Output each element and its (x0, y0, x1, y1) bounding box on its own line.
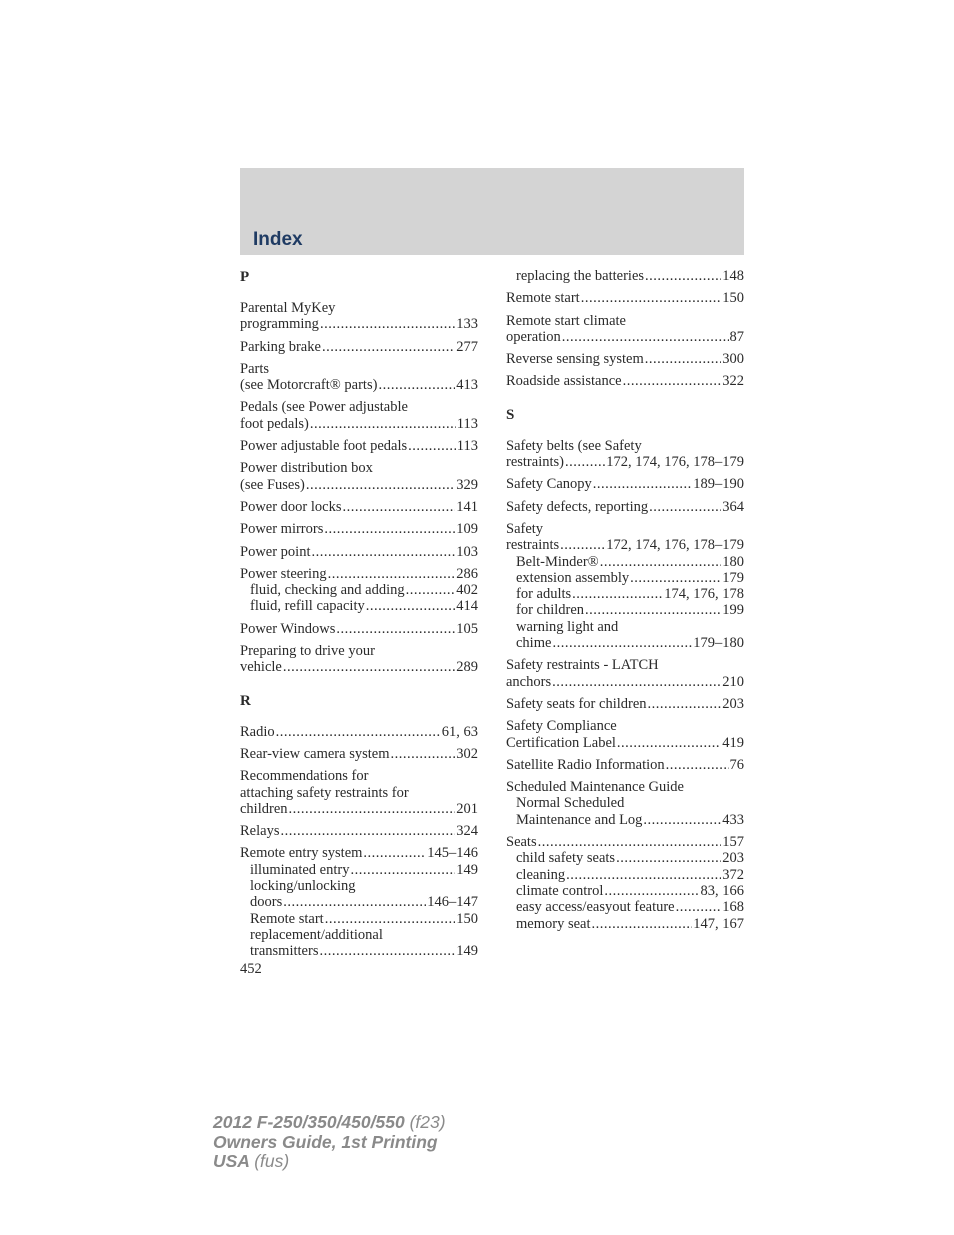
dot-leader (366, 598, 456, 614)
index-entry (506, 268, 744, 284)
index-entry-line (506, 476, 744, 492)
dot-leader (310, 416, 456, 432)
dot-leader (666, 757, 729, 773)
index-subentry-line (506, 883, 744, 899)
entry-page-ref: 174, 176, 178 (664, 586, 744, 603)
dot-leader (581, 290, 722, 306)
dot-leader (648, 696, 722, 712)
index-entry (506, 499, 744, 515)
index-subentry-line (506, 635, 744, 651)
entry-text: Remote start climate (506, 312, 626, 329)
entry-page-ref: 289 (456, 659, 478, 676)
entry-page-ref: 147, 167 (693, 915, 744, 932)
entry-text: extension assembly (516, 569, 630, 586)
entry-text: Preparing to drive your (240, 643, 375, 660)
entry-page-ref: 76 (729, 756, 744, 773)
dot-leader (319, 943, 455, 959)
entry-page-ref: 150 (456, 910, 478, 927)
index-column-right (506, 268, 744, 932)
page-number: 452 (240, 961, 262, 977)
entry-text: Rear-view camera system (240, 745, 390, 762)
entry-page-ref: 433 (722, 811, 744, 828)
dot-leader (324, 521, 455, 537)
entry-text: Power mirrors (240, 521, 324, 538)
index-entry-line (240, 316, 478, 332)
entry-page-ref: 172, 174, 176, 178–179 (606, 454, 744, 471)
entry-page-ref: 329 (456, 476, 478, 493)
dot-leader (562, 329, 729, 345)
entry-text: programming (240, 316, 319, 333)
entry-text: Safety Canopy (506, 476, 592, 493)
dot-leader (280, 823, 455, 839)
index-entry (240, 521, 478, 537)
index-entry-line (506, 779, 744, 795)
entry-text: Safety belts (see Safety (506, 437, 642, 454)
entry-text: Power Windows (240, 620, 336, 637)
footer-market-code: (fus) (254, 1151, 290, 1171)
entry-text: Safety Compliance (506, 718, 617, 735)
entry-text: Reverse sensing system (506, 351, 644, 368)
entry-page-ref: 109 (456, 521, 478, 538)
entry-page-ref: 146–147 (427, 894, 478, 911)
index-entry-line (506, 521, 744, 537)
index-entry (506, 657, 744, 690)
entry-text: Remote entry system (240, 845, 363, 862)
index-subentry-line (240, 582, 478, 598)
index-entry-line (506, 718, 744, 734)
index-header-band (240, 168, 744, 255)
index-entry-line (506, 657, 744, 673)
entry-text: transmitters (250, 943, 319, 960)
entry-text: Power steering (240, 565, 327, 582)
index-entry-line (506, 834, 744, 850)
dot-leader (600, 554, 722, 570)
dot-leader (572, 586, 663, 602)
index-entry (506, 521, 744, 651)
entry-text: Safety restraints - LATCH (506, 657, 659, 674)
index-entry-line (240, 621, 478, 637)
entry-text: Power door locks (240, 498, 342, 515)
entry-page-ref: 103 (456, 543, 478, 560)
index-subentry-line (240, 911, 478, 927)
dot-leader (566, 867, 721, 883)
index-subentry-line (506, 916, 744, 932)
index-entry-line (240, 768, 478, 784)
dot-leader (311, 544, 455, 560)
dot-leader (325, 911, 456, 927)
entry-page-ref: 277 (456, 338, 478, 355)
entry-text: vehicle (240, 659, 282, 676)
entry-text: Seats (506, 834, 537, 851)
entry-text: warning light and (516, 618, 619, 635)
index-subentry-line (506, 899, 744, 915)
index-entry-line (506, 329, 744, 345)
entry-text: doors (250, 894, 283, 911)
dot-leader (363, 845, 426, 861)
entry-text: climate control (516, 882, 604, 899)
dot-leader (645, 351, 722, 367)
index-subentry-line (506, 586, 744, 602)
entry-text: Radio (240, 723, 275, 740)
footer-line-2: Owners Guide, 1st Printing (213, 1131, 438, 1152)
entry-text: restraints (506, 537, 560, 554)
index-entry-line (506, 373, 744, 389)
entry-text: replacing the batteries (516, 268, 645, 284)
entry-text: Relays (240, 823, 280, 840)
dot-leader (343, 499, 456, 515)
index-entry-line (240, 499, 478, 515)
entry-page-ref: 324 (456, 823, 478, 840)
entry-text: Certification Label (506, 734, 616, 751)
index-entry-line (240, 361, 478, 377)
entry-page-ref: 133 (456, 316, 478, 333)
dot-leader (592, 916, 693, 932)
entry-page-ref: 113 (456, 438, 478, 455)
dot-leader (565, 454, 605, 470)
entry-page-ref: 199 (722, 602, 744, 619)
entry-text: Safety defects, reporting (506, 498, 649, 515)
entry-text: Belt-Minder® (516, 553, 599, 570)
index-subentry-line (506, 867, 744, 883)
entry-page-ref: 168 (722, 899, 744, 916)
entry-text: chime (516, 635, 552, 652)
dot-leader (322, 339, 455, 355)
entry-page-ref: 302 (456, 745, 478, 762)
entry-text: Recommendations for (240, 768, 369, 785)
index-subentry-line (506, 268, 744, 284)
dot-leader (645, 268, 721, 284)
entry-text: Parking brake (240, 338, 321, 355)
entry-text: easy access/easyout feature (516, 899, 675, 916)
index-entry-line (240, 399, 478, 415)
index-entry-line (240, 785, 478, 801)
index-subentry-line (506, 602, 744, 618)
entry-page-ref: 203 (722, 695, 744, 712)
index-entry (240, 845, 478, 959)
dot-leader (283, 659, 455, 675)
index-subentry-line (240, 943, 478, 959)
entry-text: Remote start (506, 290, 580, 307)
dot-leader (593, 476, 692, 492)
entry-text: Safety seats for children (506, 695, 647, 712)
entry-text: fluid, checking and adding (250, 582, 405, 599)
entry-text: illuminated entry (250, 861, 350, 878)
entry-page-ref: 179–180 (693, 635, 744, 652)
entry-page-ref: 149 (456, 943, 478, 960)
dot-leader (585, 602, 721, 618)
index-entry-line (506, 313, 744, 329)
index-entry-line (506, 351, 744, 367)
dot-leader (328, 566, 456, 582)
dot-leader (306, 477, 455, 493)
entry-text: children (240, 800, 288, 817)
index-entry-line (506, 537, 744, 553)
entry-text: locking/unlocking (250, 878, 356, 895)
dot-leader (623, 373, 722, 389)
entry-text: Normal Scheduled (516, 795, 625, 812)
entry-text: attaching safety restraints for (240, 784, 409, 801)
index-entry-line (240, 377, 478, 393)
dot-leader (649, 499, 721, 515)
dot-leader (406, 582, 456, 598)
index-subentry-line (240, 862, 478, 878)
entry-page-ref: 322 (722, 373, 744, 390)
index-entry (506, 757, 744, 773)
entry-text: Remote start (250, 910, 324, 927)
entry-page-ref: 364 (722, 498, 744, 515)
dot-leader (283, 894, 426, 910)
dot-leader (617, 735, 721, 751)
entry-page-ref: 150 (722, 290, 744, 307)
entry-text: fluid, refill capacity (250, 598, 365, 615)
index-entry (240, 339, 478, 355)
dot-leader (560, 537, 605, 553)
index-subentry-line (240, 927, 478, 943)
index-entry (240, 746, 478, 762)
section-letter: S (506, 406, 515, 423)
index-entry (240, 724, 478, 740)
index-entry-line (240, 521, 478, 537)
dot-leader (676, 899, 722, 915)
index-entry-line (240, 416, 478, 432)
index-entry-line (240, 300, 478, 316)
entry-text: Parental MyKey (240, 300, 336, 316)
section-letter: R (240, 692, 251, 709)
index-entry (506, 718, 744, 751)
index-entry (506, 834, 744, 932)
dot-leader (390, 746, 455, 762)
index-subentry-line (240, 878, 478, 894)
index-subentry-line (506, 795, 744, 811)
index-entry-line (240, 823, 478, 839)
footer-line-1 (213, 1113, 446, 1133)
index-entry-line (240, 460, 478, 476)
index-entry-line (506, 757, 744, 773)
dot-leader (320, 316, 455, 332)
index-column-left (240, 268, 478, 960)
dot-leader (289, 801, 456, 817)
index-entry (240, 300, 478, 333)
index-entry-line (240, 438, 478, 454)
entry-text: anchors (506, 673, 552, 690)
dot-leader (552, 674, 721, 690)
index-entry (506, 696, 744, 712)
entry-page-ref: 413 (456, 377, 478, 394)
entry-text: Satellite Radio Information (506, 756, 665, 773)
index-entry (240, 361, 478, 394)
index-entry-line (506, 674, 744, 690)
entry-page-ref: 113 (456, 415, 478, 432)
entry-text: (see Fuses) (240, 476, 305, 493)
entry-page-ref: 203 (722, 850, 744, 867)
section-letter: P (240, 269, 250, 285)
index-entry-line (506, 696, 744, 712)
dot-leader (643, 812, 721, 828)
entry-page-ref: 105 (456, 620, 478, 637)
document-footer (213, 1113, 446, 1172)
entry-text: memory seat (516, 915, 591, 932)
footer-model-code: (f23) (409, 1112, 446, 1132)
entry-text: Parts (240, 360, 269, 377)
entry-text: Safety (506, 520, 544, 537)
entry-page-ref: 402 (456, 582, 478, 599)
index-subentry-line (240, 598, 478, 614)
index-entry-line (240, 659, 478, 675)
entry-page-ref: 157 (722, 834, 744, 851)
index-entry-line (240, 643, 478, 659)
index-entry-line (240, 845, 478, 861)
dot-leader (538, 834, 722, 850)
entry-page-ref: 148 (722, 268, 744, 284)
entry-text: restraints) (506, 454, 564, 471)
dot-leader (336, 621, 455, 637)
index-entry (240, 438, 478, 454)
dot-leader (350, 862, 455, 878)
dot-leader (616, 850, 721, 866)
entry-text: replacement/additional (250, 926, 383, 943)
entry-text: Power point (240, 543, 311, 560)
entry-page-ref: 210 (722, 673, 744, 690)
index-subentry-line (506, 619, 744, 635)
entry-text: (see Motorcraft® parts) (240, 377, 378, 394)
dot-leader (630, 570, 721, 586)
entry-page-ref: 145–146 (427, 845, 478, 862)
index-entry (506, 313, 744, 346)
index-subentry-line (506, 570, 744, 586)
index-entry-line (506, 438, 744, 454)
index-entry (240, 499, 478, 515)
index-subentry-line (506, 554, 744, 570)
index-entry-line (506, 290, 744, 306)
index-entry-line (240, 544, 478, 560)
entry-text: cleaning (516, 866, 566, 883)
dot-leader (604, 883, 699, 899)
index-entry (240, 768, 478, 817)
entry-page-ref: 414 (456, 598, 478, 615)
entry-text: Roadside assistance (506, 373, 622, 390)
footer-line-3 (213, 1152, 446, 1172)
entry-page-ref: 201 (456, 800, 478, 817)
entry-page-ref: 372 (722, 866, 744, 883)
index-subentry-line (506, 850, 744, 866)
entry-page-ref: 179 (722, 569, 744, 586)
dot-leader (276, 724, 441, 740)
dot-leader (408, 438, 456, 454)
index-entry (240, 621, 478, 637)
entry-text: Power distribution box (240, 460, 373, 477)
index-entry (506, 351, 744, 367)
index-entry-line (240, 746, 478, 762)
index-entry (240, 399, 478, 432)
index-entry-line (506, 735, 744, 751)
index-entry (506, 476, 744, 492)
index-entry (240, 460, 478, 493)
index-entry (240, 823, 478, 839)
dot-leader (552, 635, 692, 651)
index-entry-line (240, 339, 478, 355)
entry-page-ref: 172, 174, 176, 178–179 (606, 537, 744, 554)
index-subentry-line (506, 812, 744, 828)
index-entry (506, 438, 744, 471)
footer-model: 2012 F-250/350/450/550 (213, 1112, 405, 1132)
entry-page-ref: 149 (456, 861, 478, 878)
entry-text: for adults (516, 586, 572, 603)
index-entry-line (240, 724, 478, 740)
dot-leader (378, 377, 455, 393)
entry-page-ref: 300 (722, 351, 744, 368)
entry-page-ref: 141 (456, 498, 478, 515)
index-entry-line (240, 801, 478, 817)
entry-page-ref: 87 (729, 328, 744, 345)
entry-text: operation (506, 328, 561, 345)
entry-text: Power adjustable foot pedals (240, 438, 408, 455)
index-entry-line (240, 566, 478, 582)
index-entry-line (506, 499, 744, 515)
index-entry (506, 373, 744, 389)
index-entry-line (506, 454, 744, 470)
entry-page-ref: 61, 63 (441, 723, 478, 740)
index-entry-line (240, 477, 478, 493)
index-entry (240, 544, 478, 560)
entry-text: foot pedals) (240, 415, 309, 432)
index-entry (240, 566, 478, 615)
index-subentry-line (240, 894, 478, 910)
index-entry (240, 643, 478, 676)
entry-text: for children (516, 602, 585, 619)
entry-text: child safety seats (516, 850, 616, 867)
entry-page-ref: 419 (722, 734, 744, 751)
entry-page-ref: 180 (722, 553, 744, 570)
entry-text: Maintenance and Log (516, 811, 643, 828)
index-entry (506, 290, 744, 306)
entry-page-ref: 286 (456, 565, 478, 582)
footer-market: USA (213, 1151, 250, 1171)
entry-text: Scheduled Maintenance Guide (506, 779, 684, 796)
index-entry (506, 779, 744, 828)
entry-text: Pedals (see Power adjustable (240, 399, 408, 416)
entry-page-ref: 189–190 (693, 476, 744, 493)
page-title: Index (253, 229, 303, 250)
entry-page-ref: 83, 166 (700, 882, 744, 899)
